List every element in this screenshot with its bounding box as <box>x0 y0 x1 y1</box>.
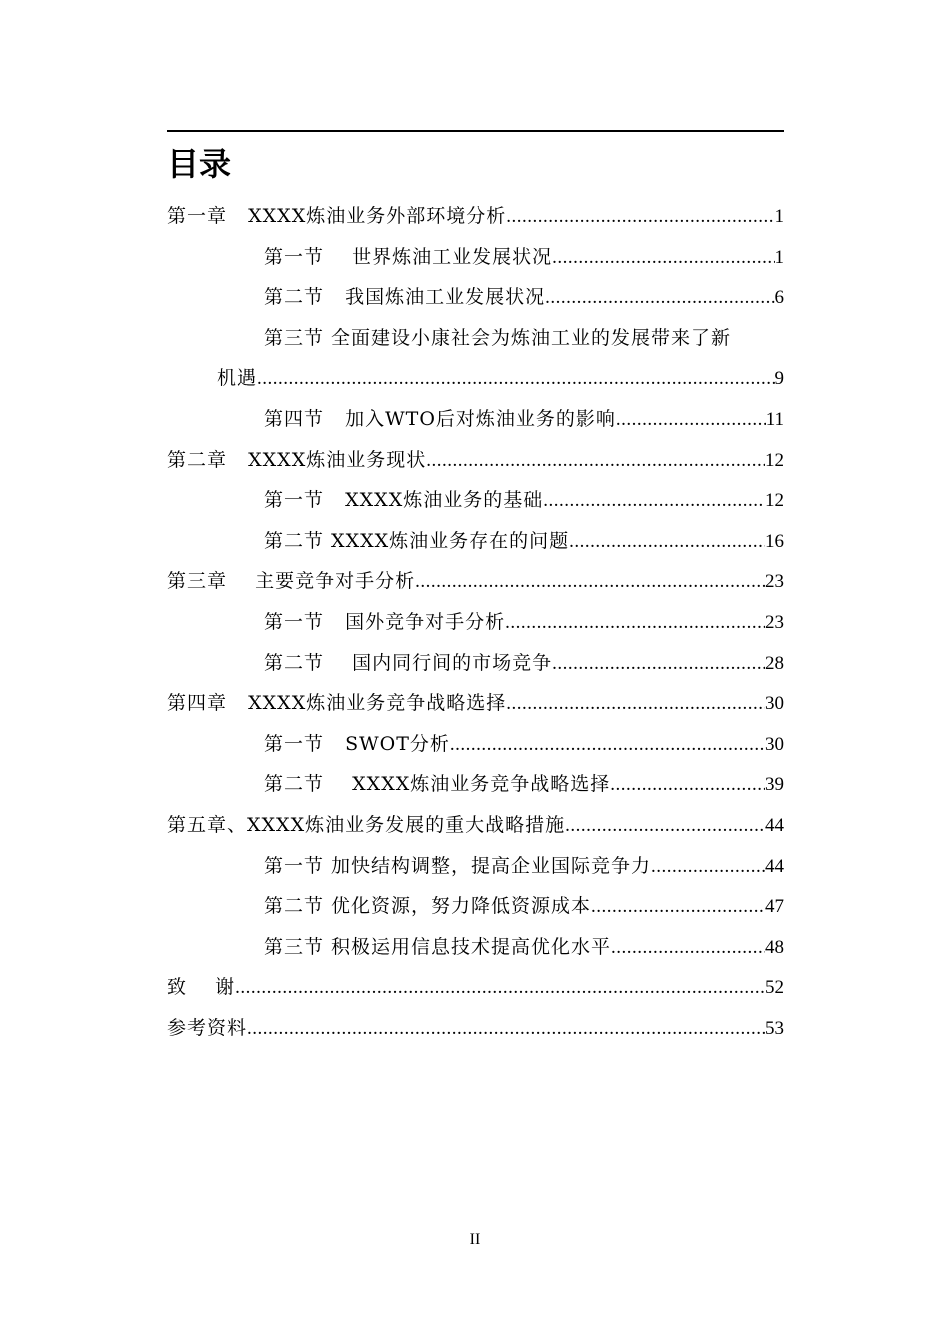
toc-entry-page: 47 <box>765 896 784 918</box>
toc-leader-dots <box>610 765 765 806</box>
toc-entry-page: 23 <box>765 611 784 633</box>
toc-entry-section-1-1[interactable] <box>167 237 784 278</box>
toc-leader-dots <box>450 725 765 766</box>
toc-leader-dots <box>235 968 765 1009</box>
toc-leader-dots <box>543 481 765 522</box>
toc-entry-chapter-4[interactable] <box>167 683 784 724</box>
toc-entry-page: 23 <box>765 571 784 593</box>
toc-leader-dots <box>505 603 765 644</box>
toc-title: 目录 <box>167 145 232 183</box>
toc-leader-dots <box>257 359 774 400</box>
toc-entry-page: 12 <box>765 449 784 471</box>
toc-entry-section-4-2[interactable] <box>167 764 784 805</box>
toc-entry-references[interactable] <box>167 1008 784 1049</box>
toc-entry-page: 44 <box>765 855 784 877</box>
toc-entry-page: 48 <box>765 936 784 958</box>
toc-entry-label: 第一节 国外竞争对手分析 <box>264 610 506 633</box>
toc-entry-section-1-3-continued[interactable] <box>167 358 784 399</box>
toc-entry-section-1-4[interactable] <box>167 399 784 440</box>
page-number: II <box>469 1231 481 1248</box>
toc-entry-page: 16 <box>765 530 784 552</box>
toc-entry-label: 第三节 全面建设小康社会为炼油工业的发展带来了新 <box>264 326 732 349</box>
toc-entry-label: 第二节 优化资源，努力降低资源成本 <box>264 895 592 918</box>
toc-entry-section-1-2[interactable] <box>167 277 784 318</box>
toc-entry-label: 第二节 XXXX炼油业务竞争战略选择 <box>264 773 611 796</box>
toc-entry-section-5-1[interactable] <box>167 846 784 887</box>
toc-entry-label: 第二节 我国炼油工业发展状况 <box>264 286 546 309</box>
toc-entry-label: 第五章、XXXX炼油业务发展的重大战略措施 <box>167 813 566 836</box>
toc-entry-section-2-1[interactable] <box>167 480 784 521</box>
toc-entry-label: 第一节 XXXX炼油业务的基础 <box>264 489 544 512</box>
toc-leader-dots <box>569 522 765 563</box>
toc-entry-label: 机遇 <box>217 367 258 390</box>
toc-entry-page: 1 <box>774 206 784 227</box>
toc-leader-dots <box>611 928 765 969</box>
toc-entry-page: 28 <box>765 652 784 674</box>
toc-leader-dots <box>415 562 765 603</box>
toc-entry-label: 第一节 加快结构调整，提高企业国际竞争力 <box>264 854 652 877</box>
toc-leader-dots <box>506 684 765 725</box>
toc-entry-label: 参考资料 <box>167 1016 248 1039</box>
toc-entry-label: 第二章 XXXX炼油业务现状 <box>167 448 427 471</box>
toc-entry-label: 第四节 加入WTO后对炼油业务的影响 <box>264 407 616 430</box>
toc-leader-dots <box>616 400 766 441</box>
toc-entry-chapter-3[interactable] <box>167 561 784 602</box>
toc-entry-page: 44 <box>765 814 784 836</box>
toc-entry-label: 第一章 XXXX炼油业务外部环境分析 <box>167 205 507 227</box>
header-rule <box>167 130 784 132</box>
toc-entry-label: 致 谢 <box>167 976 236 999</box>
toc-entry-page: 39 <box>765 774 784 796</box>
toc-entry-chapter-1[interactable] <box>167 196 784 237</box>
toc-entry-label: 第二节 XXXX炼油业务存在的问题 <box>264 529 570 552</box>
toc-leader-dots <box>591 887 765 928</box>
toc-leader-dots <box>247 1009 765 1050</box>
toc-entry-section-3-1[interactable] <box>167 602 784 643</box>
toc-entry-page: 6 <box>774 287 784 309</box>
toc-entry-page: 53 <box>765 1017 784 1039</box>
toc-entry-label: 第三节 积极运用信息技术提高优化水平 <box>264 935 612 958</box>
toc-entry-acknowledgements[interactable] <box>167 967 784 1008</box>
toc-entry-chapter-2[interactable] <box>167 440 784 481</box>
toc-entry-section-4-1[interactable] <box>167 724 784 765</box>
toc-entry-chapter-5[interactable] <box>167 805 784 846</box>
toc-entry-page: 30 <box>765 693 784 715</box>
toc-entry-section-5-2[interactable] <box>167 886 784 927</box>
toc-entry-section-2-2[interactable] <box>167 521 784 562</box>
toc-entry-page: 30 <box>765 733 784 755</box>
toc-leader-dots <box>651 847 765 888</box>
toc-entry-page: 52 <box>765 977 784 999</box>
toc-entry-page: 1 <box>774 246 784 268</box>
toc-leader-dots <box>552 644 765 685</box>
toc-leader-dots <box>545 278 774 319</box>
toc-entry-section-1-3[interactable] <box>167 318 784 359</box>
toc-entry-page: 9 <box>774 368 784 390</box>
toc-entry-label: 第一节 世界炼油工业发展状况 <box>264 245 553 268</box>
toc-entry-section-3-2[interactable] <box>167 643 784 684</box>
toc-leader-dots <box>506 197 774 238</box>
toc-entry-label: 第一节 SWOT分析 <box>264 732 450 755</box>
toc-entry-page: 12 <box>765 490 784 512</box>
toc-entry-label: 第二节 国内同行间的市场竞争 <box>264 651 553 674</box>
toc-leader-dots <box>565 806 765 847</box>
toc-entry-page: 11 <box>765 408 784 430</box>
toc-entry-section-5-3[interactable] <box>167 927 784 968</box>
toc-entry-label: 第三章 主要竞争对手分析 <box>167 570 416 593</box>
toc-leader-dots <box>552 238 774 279</box>
toc-entry-label: 第四章 XXXX炼油业务竞争战略选择 <box>167 692 507 715</box>
table-of-contents <box>167 196 784 1048</box>
toc-leader-dots <box>426 441 765 482</box>
